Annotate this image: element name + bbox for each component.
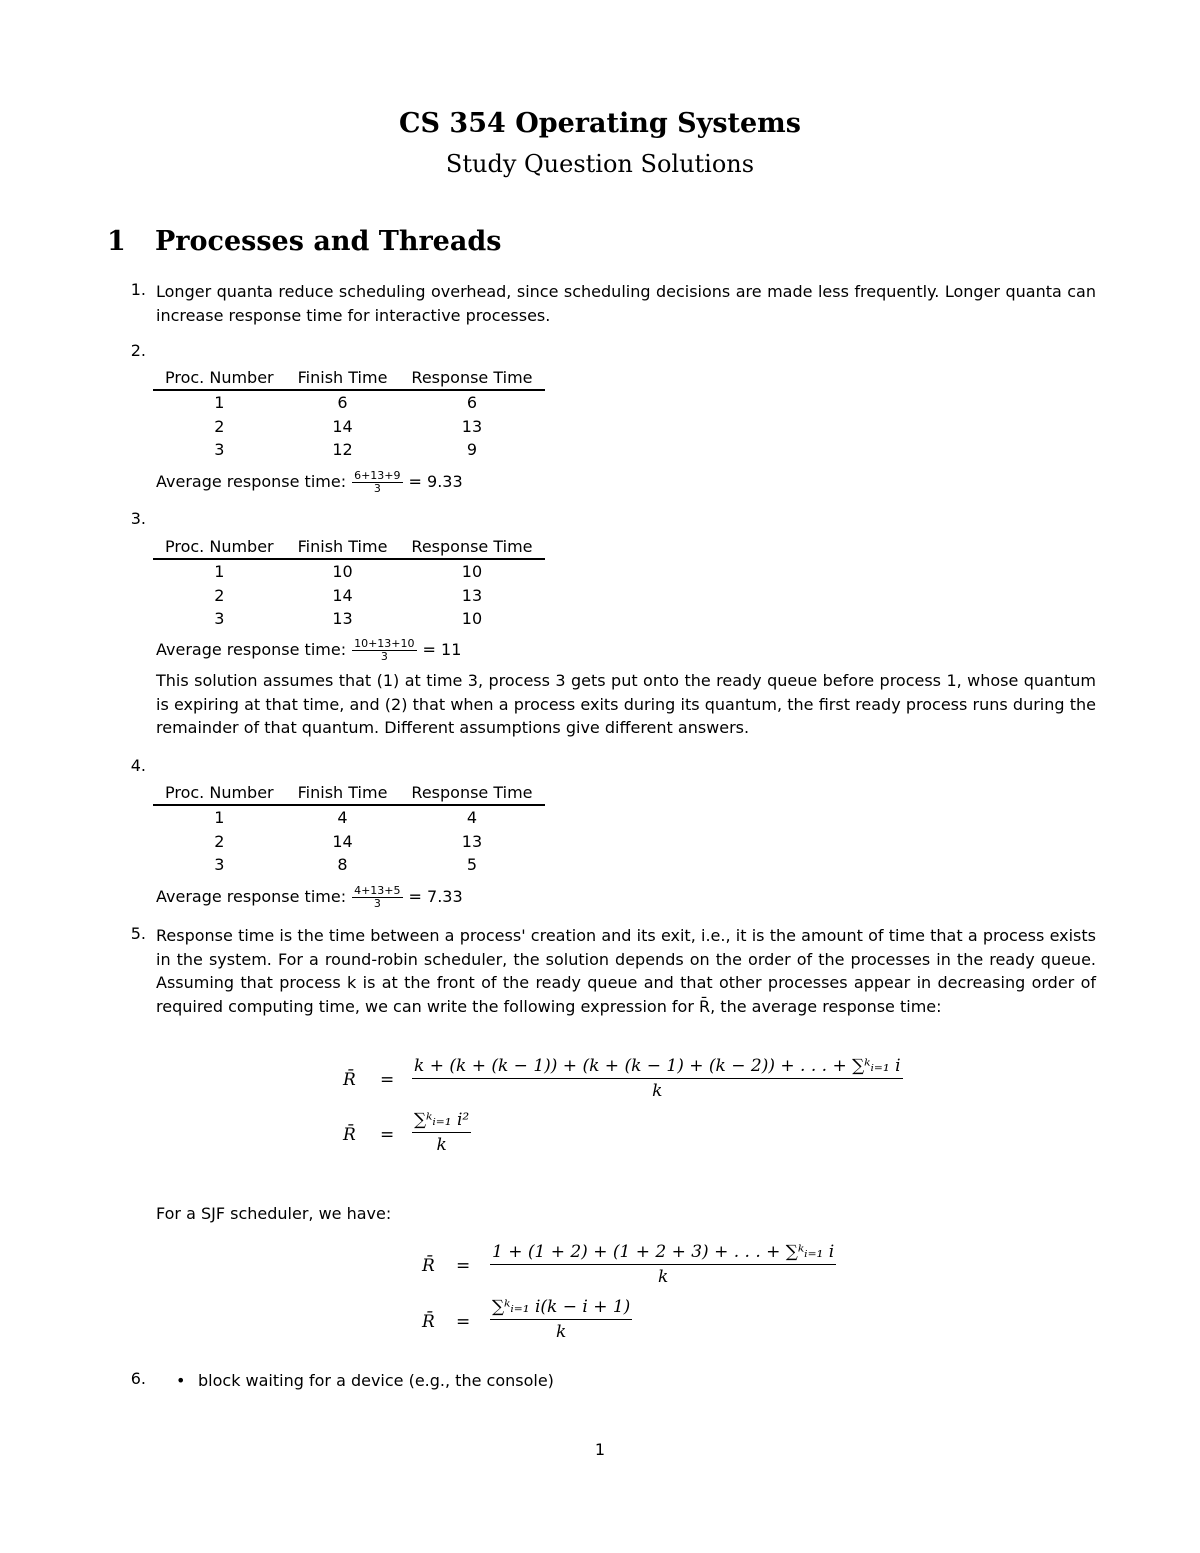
- average-result: = 7.33: [408, 887, 463, 906]
- answer-2-table: [153, 365, 545, 462]
- answer-3-note: This solution assumes that (1) at time 3, process 3 gets put onto the ready queue before process 1, whose quantum is expiring at that time, and (2) that when a process exits during its quantum, the first ready process runs during the remainder of that quantum. Different assumptions give different answers.: [156, 671, 1096, 737]
- cell: 8: [337, 855, 348, 875]
- cell: 13: [461, 831, 483, 851]
- fraction-numerator: 10+13+10: [354, 637, 415, 650]
- cell: 1: [214, 393, 225, 413]
- equation-equals: =: [456, 1312, 471, 1332]
- equation-denominator: k: [657, 1267, 669, 1287]
- cell: 14: [332, 585, 353, 605]
- sjf-intro-text: For a SJF scheduler, we have:: [156, 1204, 392, 1223]
- equation-lhs: R̄: [343, 1070, 356, 1090]
- equation-lhs: R̄: [343, 1125, 356, 1145]
- table-row: [153, 390, 545, 415]
- equation-denominator: k: [556, 1322, 567, 1342]
- cell: 9: [466, 440, 478, 460]
- equation-numerator: ∑ᵏᵢ₌₁ i(k − i + 1): [490, 1297, 632, 1320]
- section-number: 1: [107, 226, 126, 257]
- cell: 10: [461, 562, 483, 582]
- cell: 1: [214, 808, 225, 828]
- table-row: [153, 584, 545, 608]
- average-label: Average response time:: [156, 472, 347, 491]
- cell: 4: [337, 808, 348, 828]
- answer-3-table: [153, 534, 545, 631]
- answer-3-average: [156, 638, 461, 663]
- equation-numerator: 1 + (1 + 2) + (1 + 2 + 3) + . . . + ∑ᵏᵢ₌₁ i: [490, 1242, 836, 1265]
- fraction-denominator: 3: [373, 897, 381, 910]
- equation-equals: =: [380, 1070, 395, 1090]
- section-heading: [107, 226, 501, 257]
- answer-2-average: [156, 470, 463, 495]
- cell: 10: [461, 609, 483, 629]
- col-header-proc: Proc. Number: [165, 536, 274, 556]
- col-header-finish: Finish Time: [297, 367, 388, 387]
- item-number-5: 5.: [130, 924, 146, 943]
- equation-lhs: R̄: [422, 1312, 435, 1332]
- table-row: [153, 559, 545, 584]
- cell: 10: [332, 562, 353, 582]
- col-header-response: Response Time: [411, 782, 533, 802]
- table-header-row: [153, 534, 545, 559]
- item-number-3: 3.: [130, 509, 146, 528]
- cell: 3: [214, 440, 225, 460]
- rr-equation-2: [412, 1110, 471, 1155]
- section-title: Processes and Threads: [155, 226, 502, 257]
- cell: 3: [214, 855, 225, 875]
- col-header-response: Response Time: [411, 367, 533, 387]
- average-label: Average response time:: [156, 887, 347, 906]
- item-number-1: 1.: [130, 280, 146, 299]
- answer-4-average: [156, 885, 463, 910]
- table-row: [153, 607, 545, 631]
- col-header-proc: Proc. Number: [165, 367, 274, 387]
- page-number: 1: [594, 1440, 606, 1459]
- average-fraction: [352, 885, 402, 910]
- fraction-denominator: 3: [380, 650, 388, 663]
- cell: 4: [466, 808, 478, 828]
- equation-denominator: k: [436, 1135, 447, 1155]
- table-row: [153, 830, 545, 854]
- answer-1-text: Longer quanta reduce scheduling overhead, since scheduling decisions are made less frequently. Longer quanta can increase response time for interactive processes.: [156, 282, 1096, 325]
- fraction-numerator: 6+13+9: [354, 469, 401, 482]
- item-number-6: 6.: [130, 1369, 146, 1388]
- fraction-denominator: 3: [373, 482, 381, 495]
- equation-equals: =: [380, 1125, 395, 1145]
- equation-numerator: k + (k + (k − 1)) + (k + (k − 1) + (k − 2)) + . . . + ∑ᵏᵢ₌₁ i: [412, 1056, 903, 1079]
- col-header-finish: Finish Time: [297, 536, 388, 556]
- cell: 6: [466, 393, 478, 413]
- equation-denominator: k: [652, 1081, 663, 1101]
- average-result: = 9.33: [408, 472, 463, 491]
- cell: 13: [461, 416, 483, 436]
- document-subtitle: Study Question Solutions: [445, 150, 755, 178]
- fraction-numerator: 4+13+5: [354, 884, 401, 897]
- cell: 14: [332, 416, 353, 436]
- equation-lhs: R̄: [422, 1256, 435, 1276]
- col-header-proc: Proc. Number: [165, 782, 274, 802]
- table-row: [153, 438, 545, 462]
- cell: 2: [214, 416, 225, 436]
- answer-5-text: Response time is the time between a process' creation and its exit, i.e., it is the amount of time that a process exists in the system. For a round-robin scheduler, the solution depends on the order of the processes in the ready queue. Assuming that process k is at the front of the ready queue and that other processes appear in decreasing order of required computing time, we can write the following expression for R̄, the average response time:: [156, 926, 1096, 1016]
- table-row: [153, 415, 545, 439]
- cell: 14: [332, 831, 353, 851]
- cell: 13: [332, 609, 353, 629]
- col-header-finish: Finish Time: [297, 782, 388, 802]
- cell: 2: [214, 831, 225, 851]
- sjf-equation-1: [490, 1242, 836, 1287]
- item-number-2: 2.: [130, 341, 146, 360]
- cell: 3: [214, 609, 225, 629]
- equation-numerator: ∑ᵏᵢ₌₁ i²: [412, 1110, 471, 1133]
- cell: 1: [214, 562, 225, 582]
- cell: 6: [337, 393, 348, 413]
- table-row: [153, 853, 545, 877]
- answer-4-table: [153, 780, 545, 877]
- cell: 12: [332, 440, 353, 460]
- table-row: [153, 805, 545, 830]
- table-header-row: [153, 365, 545, 390]
- sjf-equation-2: [490, 1297, 632, 1342]
- equation-equals: =: [456, 1256, 471, 1276]
- answer-6-bullet-text: block waiting for a device (e.g., the console): [198, 1371, 554, 1390]
- cell: 5: [466, 855, 478, 875]
- average-fraction: [352, 638, 416, 663]
- rr-equation-1: [412, 1056, 903, 1101]
- table-header-row: [153, 780, 545, 805]
- bullet-icon: •: [176, 1371, 186, 1390]
- cell: 2: [214, 585, 225, 605]
- average-fraction: [352, 470, 402, 495]
- document-title: CS 354 Operating Systems: [399, 108, 801, 139]
- average-result: = 11: [422, 640, 462, 659]
- cell: 13: [461, 585, 483, 605]
- col-header-response: Response Time: [411, 536, 533, 556]
- average-label: Average response time:: [156, 640, 347, 659]
- item-number-4: 4.: [130, 756, 146, 775]
